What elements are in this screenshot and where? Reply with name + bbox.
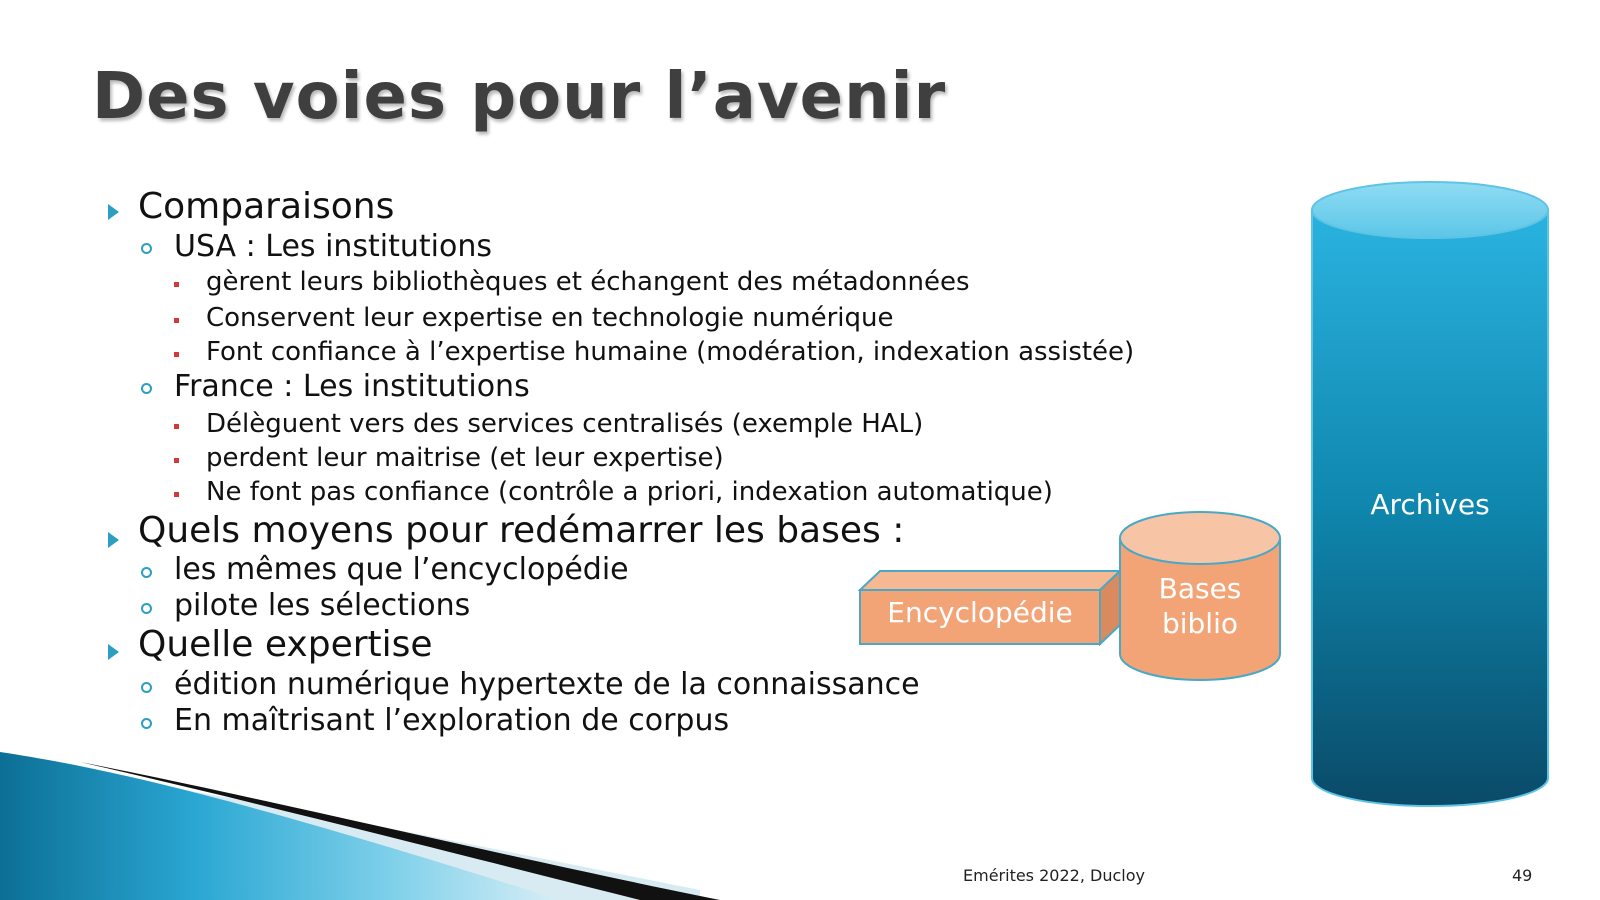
bullet-level2: USA : Les institutions: [174, 229, 493, 264]
bullet-level2: les mêmes que l’encyclopédie: [174, 552, 629, 587]
footer-credit: Emérites 2022, Ducloy: [963, 866, 1145, 885]
encyclopedie-label: Encyclopédie: [887, 596, 1073, 629]
bullet-level3: gèrent leurs bibliothèques et échangent des métadonnées: [206, 267, 970, 297]
bullet-level2: France : Les institutions: [174, 369, 530, 404]
bases-label-line2: biblio: [1161, 607, 1238, 640]
page-number: 49: [1512, 866, 1533, 885]
bullet-level2: En maîtrisant l’exploration de corpus: [174, 703, 730, 738]
bullet-level3: Conservent leur expertise en technologie numérique: [206, 303, 894, 333]
bullet-level1: Comparaisons: [138, 186, 395, 227]
archives-label: Archives: [1370, 488, 1490, 521]
bullet-level3: Ne font pas confiance (contrôle a priori, indexation automatique): [206, 477, 1053, 507]
bullet-level1: Quels moyens pour redémarrer les bases :: [138, 510, 905, 551]
bullet-level3: Délèguent vers des services centralisés (exemple HAL): [206, 409, 924, 439]
bullet-level3: Font confiance à l’expertise humaine (modération, indexation assistée): [206, 337, 1135, 367]
bullet-level2: pilote les sélections: [174, 588, 471, 623]
bases-label-line1: Bases: [1158, 572, 1242, 605]
bullet-level2: édition numérique hypertexte de la connaissance: [174, 667, 920, 702]
decorative-wave: [0, 752, 720, 900]
bullet-level1: Quelle expertise: [138, 624, 433, 665]
slide-title: Des voies pour l’avenir: [92, 60, 947, 134]
bullet-level3: perdent leur maitrise (et leur expertise): [206, 443, 724, 473]
